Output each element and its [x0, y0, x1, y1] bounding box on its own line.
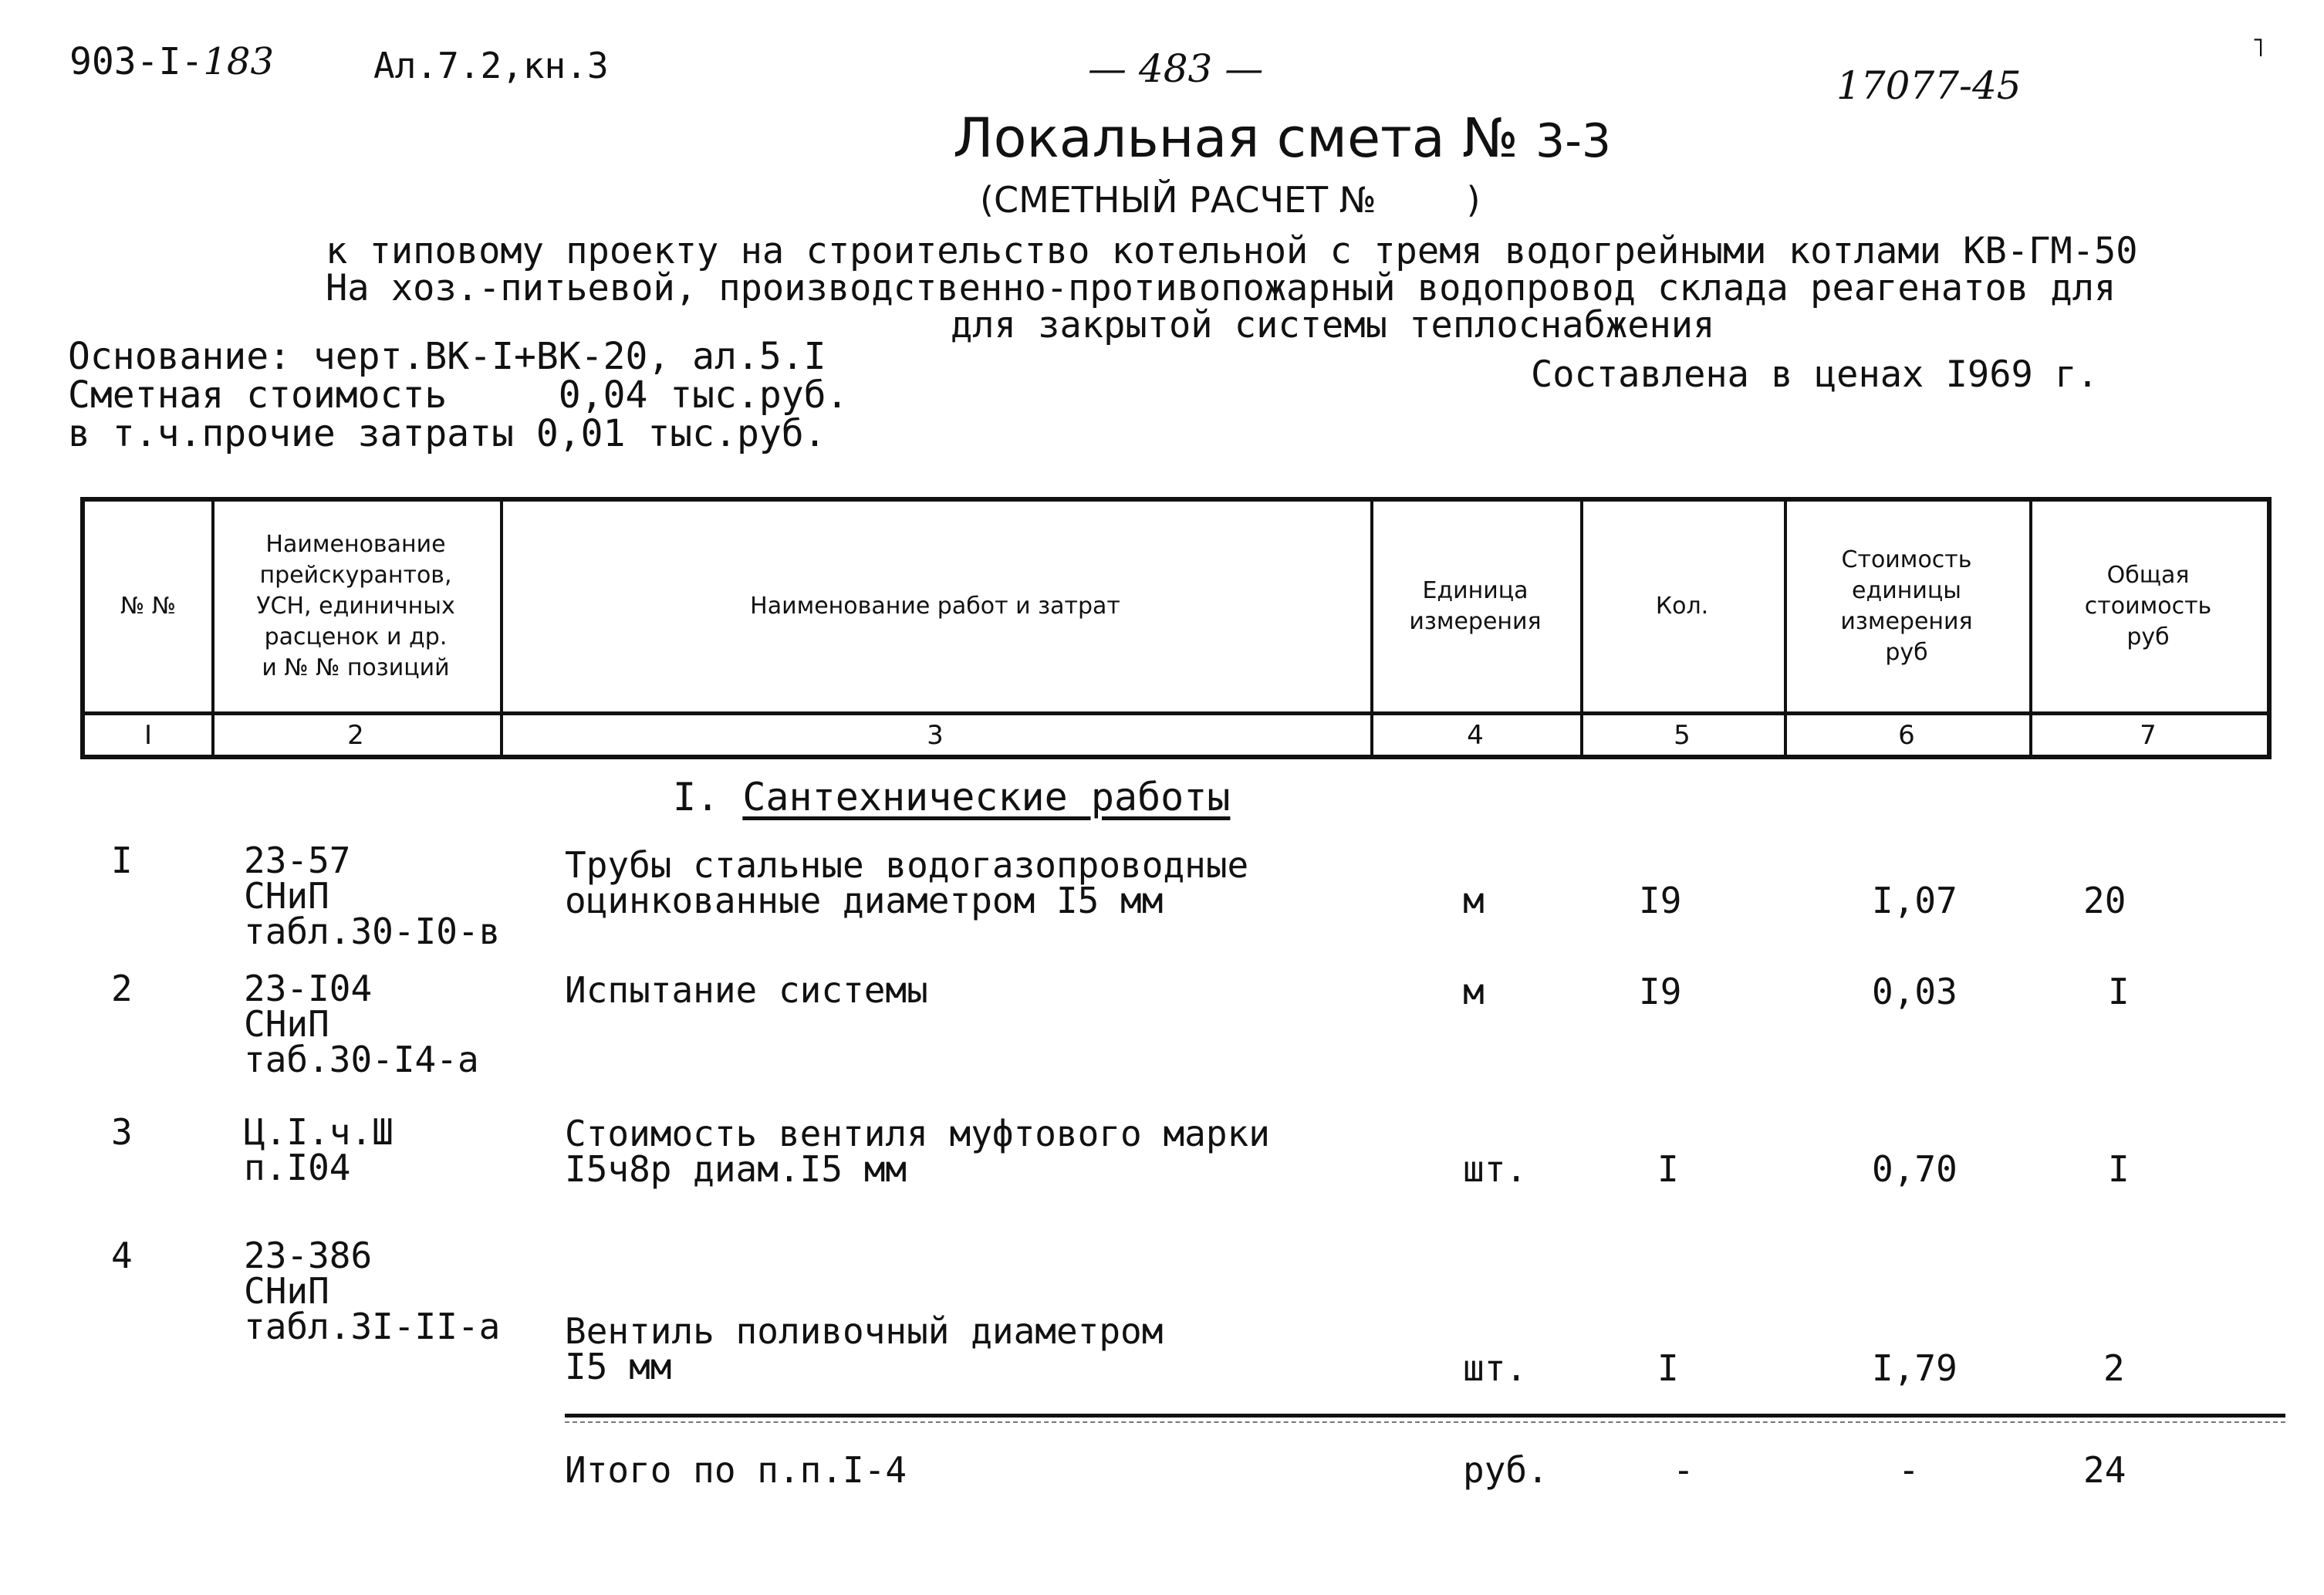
section-heading — [673, 775, 1230, 819]
row-number: I — [111, 840, 133, 881]
row-unit-cost: I,07 — [1872, 880, 1957, 921]
column-number-1: I — [144, 720, 153, 751]
album-reference: Ал.7.2,кн.3 — [373, 45, 609, 86]
row-total-cost: 2 — [2103, 1347, 2125, 1389]
row-quantity: I9 — [1639, 971, 1682, 1012]
row-unit: шт. — [1463, 1347, 1528, 1389]
row-quantity: I — [1657, 1347, 1679, 1389]
row-unit-cost: 0,70 — [1872, 1148, 1957, 1190]
basis-line: Основание: черт.ВК-I+ВК-20, ал.5.I — [68, 335, 826, 378]
row-work-name: Стоимость вентиля муфтового марки I5ч8р диам.I5 мм — [565, 1113, 1270, 1190]
column-number-6: 6 — [1898, 720, 1915, 751]
row-reference: 23-57 СНиП табл.30-I0-в — [244, 840, 501, 952]
column-number-7: 7 — [2140, 720, 2157, 751]
row-unit: шт. — [1463, 1148, 1528, 1190]
archive-number: 17077-45 — [1836, 63, 2022, 108]
row-number: 2 — [111, 968, 133, 1009]
estimated-cost-line: Сметная стоимость 0,04 тыс.руб. — [68, 373, 849, 417]
price-basis: Составлена в ценах I969 г. — [1531, 353, 2099, 396]
row-work-name: Трубы стальные водогазопроводные оцинкованные диаметром I5 мм — [565, 844, 1249, 921]
row-reference: 23-I04 СНиП таб.30-I4-а — [244, 968, 479, 1080]
section-number: I. — [673, 775, 720, 819]
document-code-suffix: 183 — [203, 40, 275, 83]
row-work-name: Испытание системы — [565, 969, 928, 1011]
page-number: — 483 — — [1088, 46, 1264, 91]
header-col-unit-cost: Стоимость единицы измерения руб — [1840, 546, 1973, 666]
column-number-4: 4 — [1467, 720, 1484, 751]
document-code — [69, 40, 274, 83]
row-unit-cost: I,79 — [1872, 1347, 1957, 1389]
header-col-quantity: Кол. — [1655, 593, 1709, 620]
total-unit-cost: - — [1898, 1449, 1920, 1491]
total-separator — [565, 1414, 2285, 1418]
corner-mark: ˥ — [2251, 32, 2265, 63]
column-number-3: 3 — [927, 720, 944, 751]
row-work-name: Вентиль поливочный диаметром I5 мм — [565, 1310, 1164, 1387]
project-description-line-2: На хоз.-питьевой, производственно-противопожарный водопровод склада реагенатов для — [326, 267, 2116, 309]
document-title-text: Локальная смета № — [953, 106, 1518, 170]
section-title: Сантехнические работы — [742, 775, 1231, 819]
row-unit-cost: 0,03 — [1872, 971, 1957, 1012]
header-col-work-name: Наименование работ и затрат — [750, 593, 1120, 620]
estimate-table-header — [80, 497, 2272, 759]
project-description-line-1: к типовому проекту на строительство котельной с тремя водогрейными котлами КВ-ГМ-50 — [326, 230, 2138, 272]
row-quantity: I — [1657, 1148, 1679, 1190]
document-title — [953, 106, 1611, 170]
row-number: 3 — [111, 1111, 133, 1153]
other-costs-line: в т.ч.прочие затраты 0,01 тыс.руб. — [68, 412, 826, 455]
row-reference: 23-386 СНиП табл.3I-II-а — [244, 1235, 501, 1347]
total-label: Итого по п.п.I-4 — [565, 1449, 907, 1491]
total-unit: руб. — [1463, 1449, 1549, 1491]
row-total-cost: I — [2108, 1148, 2130, 1190]
row-quantity: I9 — [1639, 880, 1682, 921]
header-col-total-cost: Общая стоимость руб — [2084, 562, 2212, 651]
estimate-number: 3-3 — [1535, 114, 1612, 168]
document-subtitle: (СМЕТНЫЙ РАСЧЕТ № ) — [980, 179, 1481, 221]
row-reference: Ц.I.ч.Ш п.I04 — [244, 1111, 394, 1188]
row-unit: м — [1463, 971, 1485, 1012]
column-number-2: 2 — [347, 720, 364, 751]
row-total-cost: 20 — [2083, 880, 2126, 921]
header-col-unit: Единица измерения — [1409, 577, 1542, 635]
column-number-5: 5 — [1674, 720, 1691, 751]
project-description-line-3: для закрытой системы теплоснабжения — [951, 304, 1715, 346]
total-quantity: - — [1673, 1449, 1694, 1491]
document-code-prefix: 903-I- — [69, 40, 204, 83]
row-total-cost: I — [2108, 971, 2130, 1012]
total-cost: 24 — [2083, 1449, 2126, 1491]
row-number: 4 — [111, 1235, 133, 1276]
header-col-number: № № — [120, 593, 176, 620]
row-unit: м — [1463, 880, 1485, 921]
total-separator-faint — [565, 1421, 2285, 1423]
header-col-reference: Наименование прейскурантов, УСН, единичных расценок и др. и № № позиций — [256, 531, 455, 681]
